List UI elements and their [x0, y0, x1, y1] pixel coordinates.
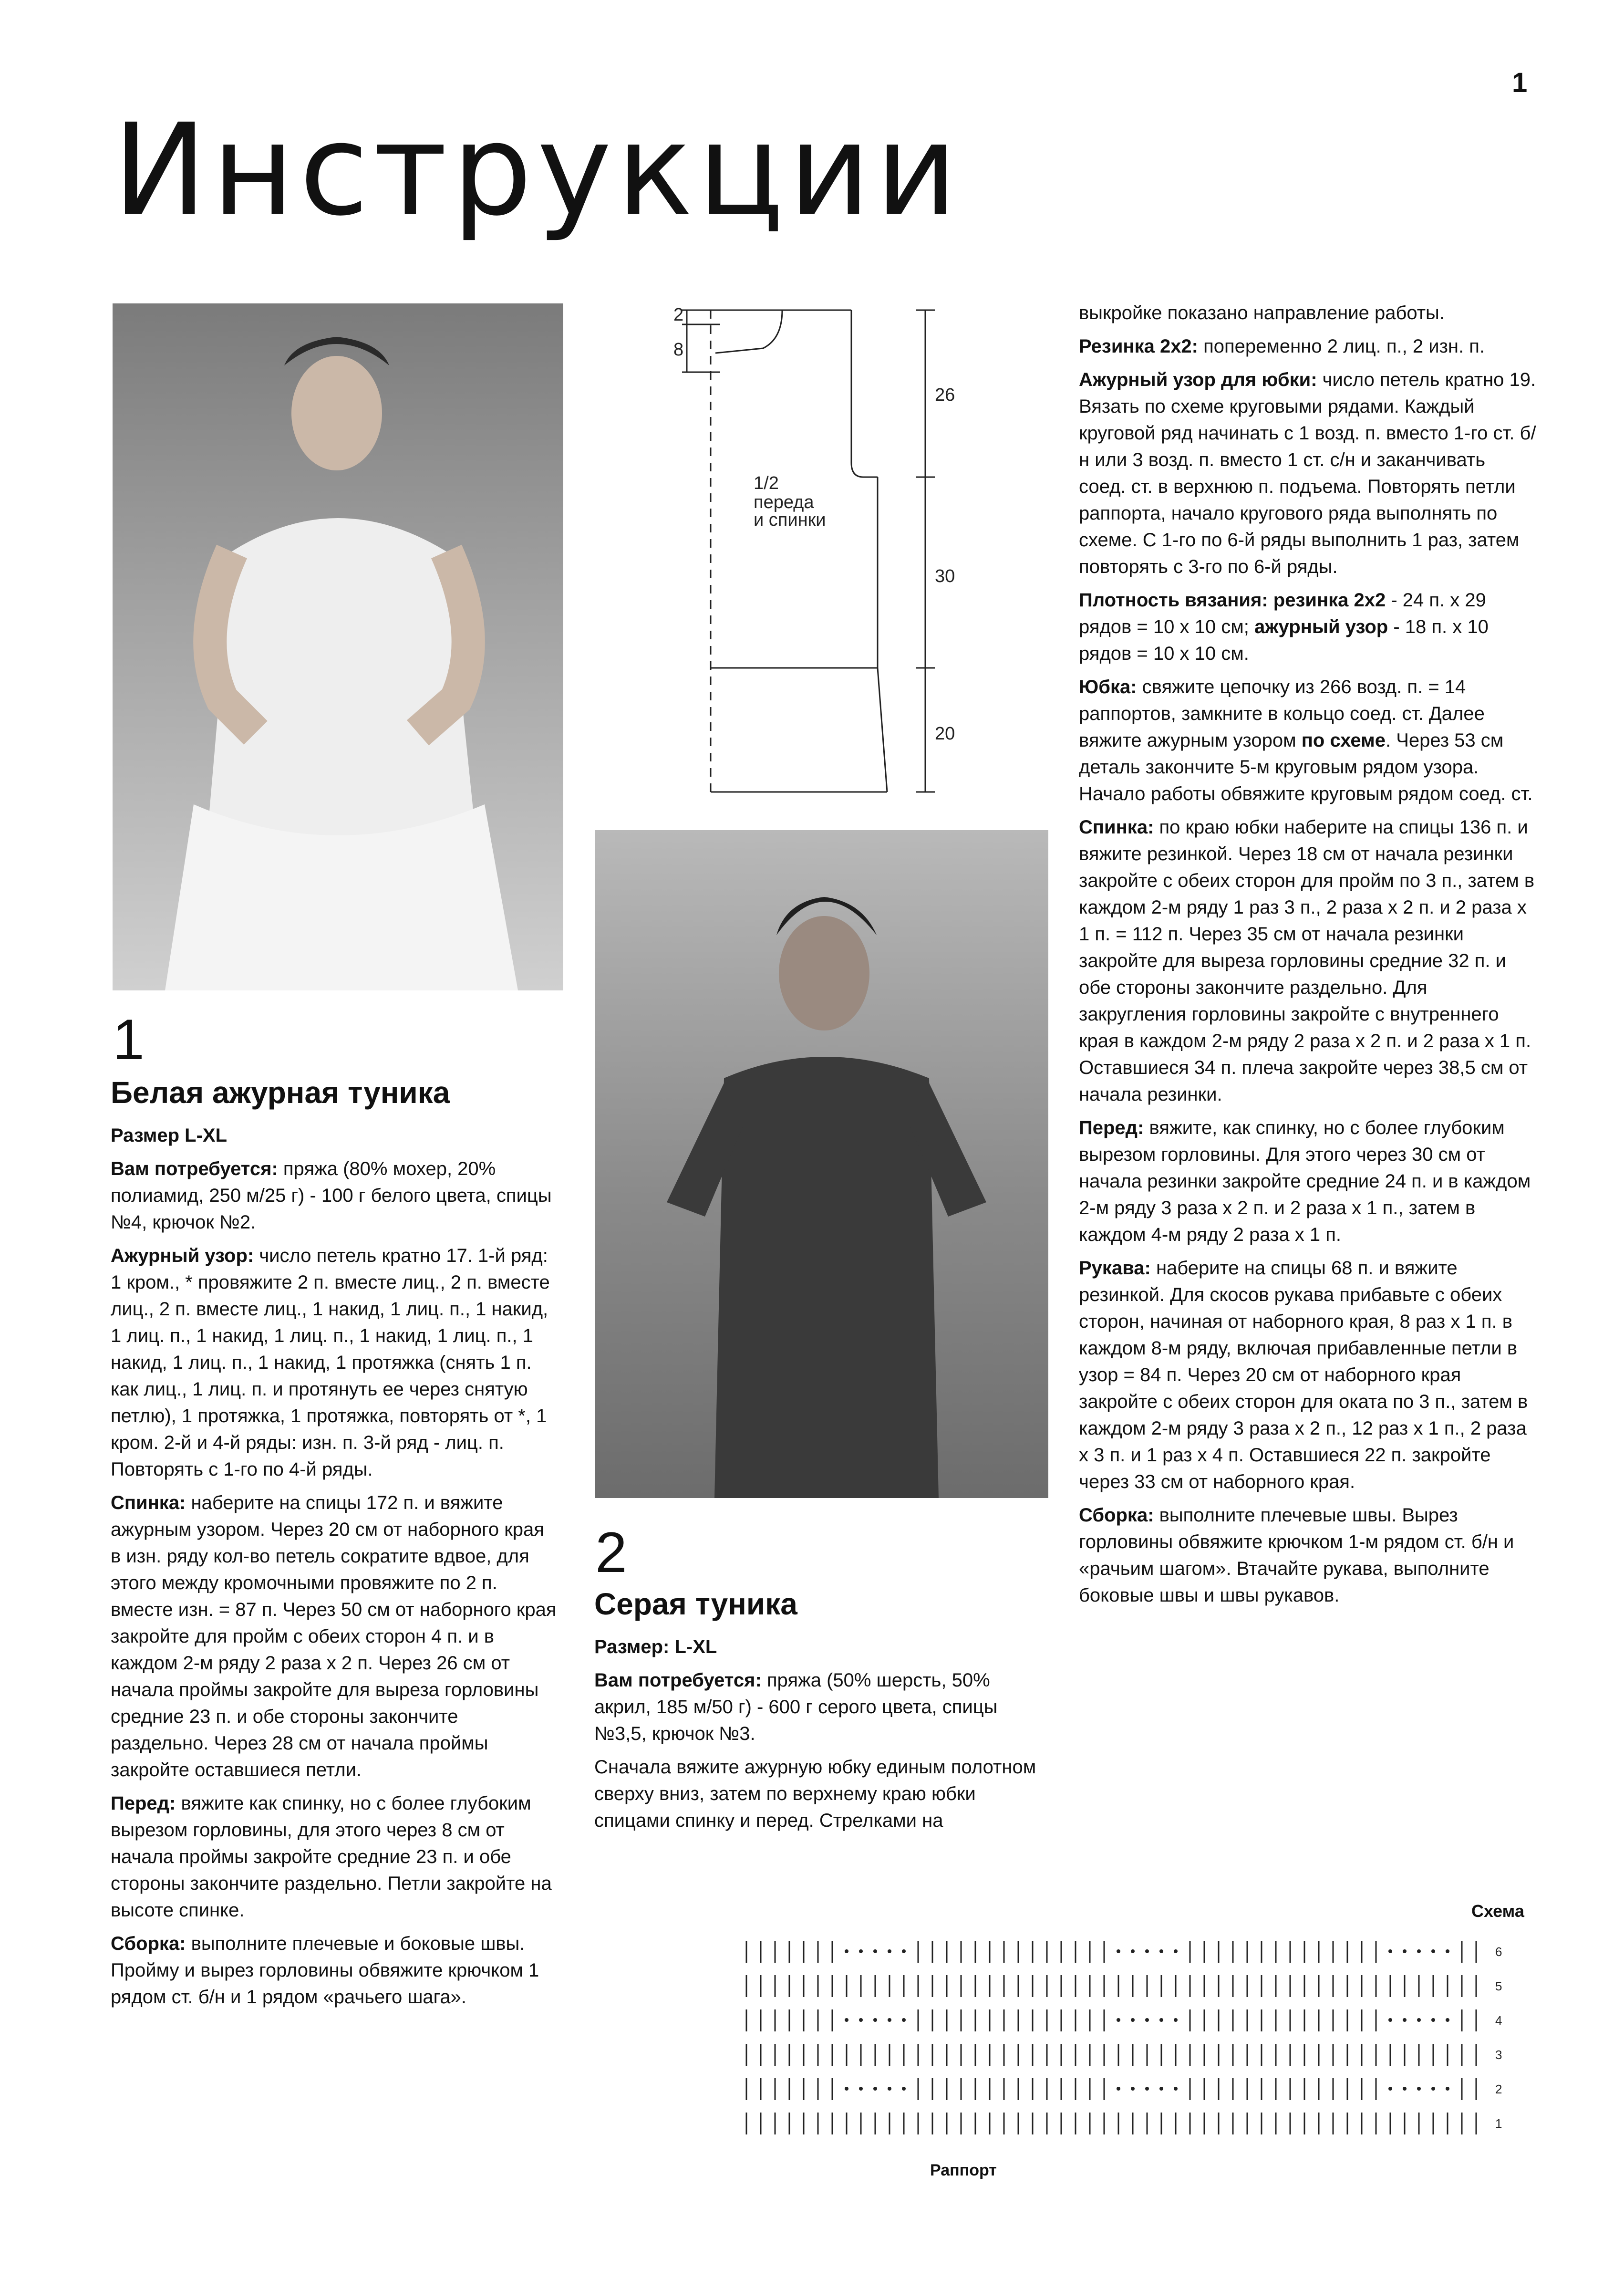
dim-label-20: 20: [935, 724, 955, 744]
item2-back-text: по краю юбки наберите на спицы 136 п. и вяжите резинкой. Через 18 см от начала резинки закройте с обеих сторон для пройм по 3 п., затем в каждом 2-м ряду 1 раз 3 п., 2 раза х 2 п. и 2 раза х 1 п. = 112 п. Через 35 см от начала резинки закройте для выреза горловины средние 32 п. и обе стороны закончите раздельно. Для закругления горловины закройте с внутреннего края в каждом 2-м ряду 2 раза х 2 п. и 2 раза х 1 п. Оставшиеся 34 п. плеча закройте через 38,5 см от начала резинки.: [1079, 817, 1535, 1105]
schema-title: Схема: [1471, 1901, 1524, 1921]
item2-front-label: Перед:: [1079, 1117, 1144, 1138]
dim-label-8: 8: [673, 340, 684, 360]
schema-row-label: 6: [1495, 1945, 1502, 1959]
item2-back-label: Спинка:: [1079, 817, 1154, 838]
chain-stitch-symbol: [1131, 2087, 1135, 2091]
item2-gauge-text1: - 24 п. х 29 рядов = 10 х 10 см;: [1079, 590, 1486, 637]
item2-materials-text: пряжа (50% шерсть, 50% акрил, 185 м/50 г) - 600 г серого цвета, спицы №3,5, крючок №3.: [594, 1670, 998, 1744]
item2-rib-text: попеременно 2 лиц. п., 2 изн. п.: [1198, 336, 1485, 357]
chain-stitch-symbol: [1431, 2087, 1435, 2091]
chain-stitch-symbol: [873, 2018, 877, 2022]
item2-instructions: [1079, 300, 1537, 1615]
chain-stitch-symbol: [1117, 2087, 1120, 2091]
item2-sleeve-text: наберите на спицы 68 п. и вяжите резинкой. Для скосов рукава прибавьте с обеих сторон, начиная от наборного края, 8 раз х 1 п. в каждом 8-м ряду, включая прибавленные петли в узор = 84 п. Через 20 см от наборного края закройте с обеих сторон для оката по 3 п., затем в каждом 2-м ряду 3 раза х 2 п., 12 раз х 1 п., 2 раза х 3 п. и 1 раз х 4 п. Оставшиеся 22 п. закройте через 33 см от наборного края.: [1079, 1258, 1528, 1492]
chain-stitch-symbol: [1159, 2018, 1163, 2022]
item1-back-label: Спинка:: [111, 1492, 186, 1513]
chain-stitch-symbol: [1388, 2087, 1392, 2091]
item1-assembly-label: Сборка:: [111, 1933, 186, 1954]
chain-stitch-symbol: [1446, 1949, 1449, 1953]
diagram-part-label-back: и спинки: [754, 510, 826, 530]
garment-pattern-diagram: [668, 296, 973, 811]
chain-stitch-symbol: [902, 2087, 906, 2091]
chain-stitch-symbol: [1117, 1949, 1120, 1953]
chain-stitch-symbol: [873, 1949, 877, 1953]
item2-sleeve-label: Рукава:: [1079, 1258, 1151, 1279]
chain-stitch-symbol: [1174, 2018, 1178, 2022]
chain-stitch-symbol: [888, 2018, 891, 2022]
chain-stitch-symbol: [845, 2087, 848, 2091]
item2-gauge-label: Плотность вязания: резинка 2х2: [1079, 590, 1386, 611]
item2-assembly-text: выполните плечевые швы. Вырез горловины обвяжите крючком 1-м рядом ст. б/н и «рачьим шагом». Втачайте рукава, выполните боковые швы и швы рукавов.: [1079, 1505, 1514, 1606]
item2-rib-label: Резинка 2х2:: [1079, 336, 1198, 357]
item2-skirt-pattern-text: число петель кратно 19. Вязать по схеме круговыми рядами. Каждый круговой ряд начинать с 1 возд. п. вместо 1-го ст. б/н или 3 возд. п. вместо 1 ст. с/н и заканчивать соед. ст. в верхнюю п. подъема. Повторять петли раппорта, начало кругового ряда выполнять по схеме. С 1-го по 6-й ряды выполнить 1 раз, затем повторять с 3-го по 6-й ряды.: [1079, 369, 1536, 577]
schema-row-label: 3: [1495, 2048, 1502, 2062]
item1-instructions: [111, 1073, 559, 2017]
item1-materials-label: Вам потребуется:: [111, 1158, 278, 1179]
item2-gauge-text2: - 18 п. х 10 рядов = 10 х 10 см.: [1079, 616, 1489, 664]
chain-stitch-symbol: [902, 2018, 906, 2022]
chain-stitch-symbol: [888, 1949, 891, 1953]
repeat-label: Раппорт: [930, 2161, 997, 2179]
item1-back-text: наберите на спицы 172 п. и вяжите ажурным узором. Через 20 см от наборного края в изн. ряду кол-во петель сократите вдвое, для этого между кромочными провяжите по 2 п. вместе изн. = 87 п. Через 50 см от наборного края закройте для пройм с обеих сторон 4 п. и в каждом 2-м ряду 2 раза х 2 п. Через 26 см от начала проймы закройте для выреза горловины средние 23 п. и обе стороны закончите раздельно. Через 28 см от начала проймы закройте оставшиеся петли.: [111, 1492, 557, 1780]
chain-stitch-symbol: [1145, 2018, 1149, 2022]
chain-stitch-symbol: [1145, 1949, 1149, 1953]
chain-stitch-symbol: [1417, 2087, 1421, 2091]
chain-stitch-symbol: [1403, 2018, 1407, 2022]
chain-stitch-symbol: [1131, 1949, 1135, 1953]
item2-front-text: вяжите, как спинку, но с более глубоким вырезом горловины. Для этого через 30 см от начала резинки закройте средние 24 п. и в каждом 2-м ряду 3 раза х 2 п. и 2 раза х 1 п., затем в каждом 4-м ряду 2 раза х 1 п.: [1079, 1117, 1531, 1245]
chain-stitch-symbol: [859, 1949, 863, 1953]
dim-label-2: 2: [673, 305, 684, 325]
item2-materials-label: Вам потребуется:: [594, 1670, 762, 1691]
chain-stitch-symbol: [873, 2087, 877, 2091]
chain-stitch-symbol: [859, 2018, 863, 2022]
schema-row-label: 5: [1495, 1979, 1502, 1993]
chain-stitch-symbol: [859, 2087, 863, 2091]
item1-materials-text: пряжа (80% мохер, 20% полиамид, 250 м/25 г) - 100 г белого цвета, спицы №4, крючок №2.: [111, 1158, 552, 1233]
item2-skirt-pattern-label: Ажурный узор для юбки:: [1079, 369, 1317, 390]
chain-stitch-symbol: [1388, 1949, 1392, 1953]
chain-stitch-symbol: [1131, 2018, 1135, 2022]
tunic-photo-grey: [595, 830, 1048, 1498]
item2-skirt-text1: свяжите цепочку из 266 возд. п. = 14 раппортов, замкните в кольцо соед. ст. Далее вяжите ажурным узором: [1079, 677, 1485, 751]
item2-size: Размер: L-XL: [594, 1636, 717, 1657]
chain-stitch-symbol: [1174, 1949, 1178, 1953]
item2-skirt-label: Юбка:: [1079, 677, 1137, 697]
item2-skirt-bold: по схеме: [1301, 730, 1386, 751]
crochet-schema-chart: [737, 1927, 1538, 2176]
item1-title: Белая ажурная туника: [111, 1075, 450, 1110]
chain-stitch-symbol: [1174, 2087, 1178, 2091]
chain-stitch-symbol: [845, 2018, 848, 2022]
photo-icon: [595, 830, 1048, 1498]
chain-stitch-symbol: [845, 1949, 848, 1953]
chain-stitch-symbol: [1446, 2018, 1449, 2022]
item2-intro-continued: выкройке показано направление работы.: [1079, 302, 1445, 323]
item2-title: Серая туника: [594, 1587, 797, 1621]
item-number-2: 2: [595, 1520, 627, 1584]
dim-label-30: 30: [935, 566, 955, 586]
item1-assembly-text: выполните плечевые и боковые швы. Пройму и вырез горловины обвяжите крючком 1 рядом ст. б/н и 1 рядом «рачьего шага».: [111, 1933, 539, 2008]
item2-assembly-label: Сборка:: [1079, 1505, 1154, 1526]
chain-stitch-symbol: [1403, 1949, 1407, 1953]
chain-stitch-symbol: [1431, 2018, 1435, 2022]
item2-intro-text: Сначала вяжите ажурную юбку единым полотном сверху вниз, затем по верхнему краю юбки спицами спинку и перед. Стрелками на: [594, 1757, 1036, 1831]
chain-stitch-symbol: [1117, 2018, 1120, 2022]
chain-stitch-symbol: [1446, 2087, 1449, 2091]
chain-stitch-symbol: [902, 1949, 906, 1953]
chain-stitch-symbol: [1388, 2018, 1392, 2022]
chain-stitch-symbol: [1159, 1949, 1163, 1953]
item1-front-label: Перед:: [111, 1793, 176, 1814]
dim-label-26: 26: [935, 385, 955, 405]
schema-row-label: 1: [1495, 2116, 1502, 2131]
chain-stitch-symbol: [1431, 1949, 1435, 1953]
page-number: 1: [1512, 67, 1528, 98]
item1-size: Размер L-XL: [111, 1125, 228, 1146]
item1-front-text: вяжите как спинку, но с более глубоким вырезом горловины, для этого через 8 см от начала проймы закройте средние 23 п. и обе стороны закончите раздельно. Петли закройте на высоте спинке.: [111, 1793, 552, 1921]
item1-openwork-text: число петель кратно 17. 1-й ряд: 1 кром., * провяжите 2 п. вместе лиц., 2 п. вместе лиц., 2 п. вместе лиц., 1 накид, 1 лиц. п., 1 накид, 1 лиц. п., 1 накид, 1 лиц. п., 1 накид, 1 лиц. п., 1 накид, 1 лиц. п., 1 накид, 1 протяжка (снять 1 п. как лиц., 1 лиц. п. и протянуть ее через снятую петлю), 1 протяжка, 1 протяжка, повторять от *, 1 кром. 2-й и 4-й ряды: изн. п. 3-й ряд - лиц. п. Повторять с 1-го по 4-й ряды.: [111, 1245, 550, 1480]
tunic-photo-white: [113, 303, 563, 990]
chain-stitch-symbol: [888, 2087, 891, 2091]
item2-instructions-intro: [594, 1585, 1047, 1841]
diagram-part-label: 1/2: [754, 473, 779, 493]
chain-stitch-symbol: [1403, 2087, 1407, 2091]
chain-stitch-symbol: [1417, 1949, 1421, 1953]
page-title: Инструкции: [113, 97, 962, 244]
photo-icon: [113, 303, 563, 990]
chain-stitch-symbol: [1159, 2087, 1163, 2091]
item1-openwork-label: Ажурный узор:: [111, 1245, 254, 1266]
item-number-1: 1: [113, 1008, 145, 1072]
schema-row-label: 2: [1495, 2082, 1502, 2096]
diagram-part-label-front: переда: [754, 492, 814, 512]
schema-row-label: 4: [1495, 2013, 1502, 2028]
item2-gauge-label2: ажурный узор: [1254, 616, 1388, 637]
chain-stitch-symbol: [1145, 2087, 1149, 2091]
chain-stitch-symbol: [1417, 2018, 1421, 2022]
item2-skirt-text2: . Через 53 см деталь закончите 5-м круговым рядом узора. Начало работы обвяжите круговым рядом соед. ст.: [1079, 730, 1533, 804]
